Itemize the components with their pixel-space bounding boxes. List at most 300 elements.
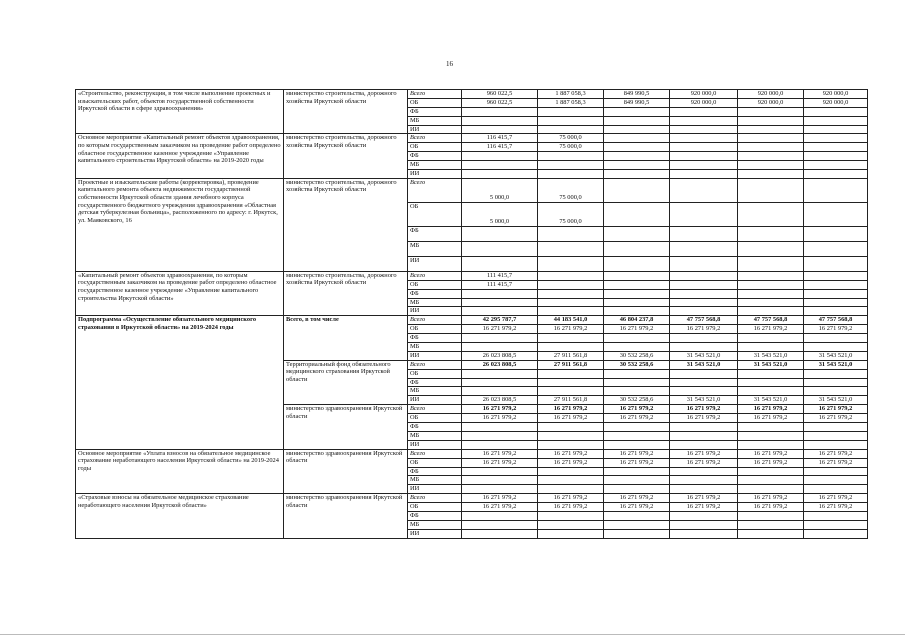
amount-cell xyxy=(604,431,670,440)
amount-cell: 30 532 258,6 xyxy=(604,351,670,360)
funding-source-cell: ОБ xyxy=(408,98,462,107)
amount-cell xyxy=(738,378,804,387)
amount-cell: 116 415,7 xyxy=(462,134,538,143)
amount-cell xyxy=(670,178,738,202)
funding-source-cell: ФБ xyxy=(408,423,462,432)
amount-cell xyxy=(604,476,670,485)
table-row xyxy=(76,134,868,143)
amount-cell xyxy=(804,387,868,396)
amount-cell xyxy=(538,152,604,161)
amount-cell xyxy=(804,307,868,316)
amount-cell: 31 543 521,0 xyxy=(670,351,738,360)
funding-source-cell: ФБ xyxy=(408,289,462,298)
amount-cell xyxy=(538,476,604,485)
amount-cell xyxy=(738,423,804,432)
amount-cell xyxy=(738,476,804,485)
amount-cell: 44 183 541,0 xyxy=(538,316,604,325)
amount-cell xyxy=(604,307,670,316)
amount-cell xyxy=(538,431,604,440)
funding-source-cell: МБ xyxy=(408,241,462,256)
amount-cell xyxy=(670,378,738,387)
funding-source-cell: ИИ xyxy=(408,440,462,449)
amount-cell: 16 271 979,2 xyxy=(604,494,670,503)
amount-cell xyxy=(670,256,738,271)
amount-cell xyxy=(670,307,738,316)
amount-cell xyxy=(538,369,604,378)
amount-cell: 111 415,7 xyxy=(462,271,538,280)
amount-cell xyxy=(804,476,868,485)
amount-cell xyxy=(738,152,804,161)
amount-cell: 16 271 979,2 xyxy=(670,494,738,503)
amount-cell xyxy=(462,369,538,378)
event-name-cell: Основное мероприятие «Капитальный ремонт объектов здравоохранения, по которым государственным заказчиком на проведение работ определено областное государственное казенное учреждение «Управление капитального строительства Иркутской области» на 2019-2020 годы xyxy=(76,134,284,178)
funding-source-cell: ИИ xyxy=(408,256,462,271)
amount-cell xyxy=(604,511,670,520)
amount-cell xyxy=(804,431,868,440)
amount-cell xyxy=(538,387,604,396)
amount-cell xyxy=(670,226,738,241)
amount-cell xyxy=(738,125,804,134)
funding-source-cell: ФБ xyxy=(408,226,462,241)
amount-cell xyxy=(538,520,604,529)
amount-cell: 1 887 058,3 xyxy=(538,90,604,99)
amount-cell xyxy=(738,116,804,125)
amount-cell xyxy=(538,271,604,280)
amount-cell: 31 543 521,0 xyxy=(738,351,804,360)
amount-cell: 16 271 979,2 xyxy=(670,449,738,458)
funding-source-cell: ИИ xyxy=(408,529,462,538)
amount-cell xyxy=(738,143,804,152)
page-number: 16 xyxy=(446,60,453,68)
amount-cell xyxy=(804,116,868,125)
amount-cell xyxy=(604,226,670,241)
amount-cell xyxy=(804,289,868,298)
executor-cell: Территориальный фонд обязательного медицинского страхования Иркутской области xyxy=(284,360,408,404)
amount-cell xyxy=(804,485,868,494)
amount-cell: 16 271 979,2 xyxy=(670,325,738,334)
amount-cell: 16 271 979,2 xyxy=(462,503,538,512)
funding-source-cell: Всего xyxy=(408,90,462,99)
amount-cell: 16 271 979,2 xyxy=(462,414,538,423)
funding-source-cell: ИИ xyxy=(408,396,462,405)
amount-cell xyxy=(670,170,738,179)
funding-source-cell: ОБ xyxy=(408,414,462,423)
amount-cell xyxy=(738,280,804,289)
amount-cell xyxy=(604,241,670,256)
amount-cell xyxy=(738,307,804,316)
event-name-cell: Проектные и изыскательские работы (корректировка), проведение капитального ремонта объекта недвижимости государственной собственности Иркутской области здания лечебного корпуса государственного бюджетного учреждения здравоохранения «Областная детская туберкулезная больница», расположенного по адресу: г. Иркутск, ул. Маяковского, 16 xyxy=(76,178,284,271)
executor-cell: министерство строительства, дорожного хозяйства Иркутской области xyxy=(284,90,408,134)
amount-cell xyxy=(604,369,670,378)
amount-cell: 30 532 258,6 xyxy=(604,360,670,369)
amount-cell xyxy=(738,107,804,116)
funding-source-cell: МБ xyxy=(408,476,462,485)
amount-cell xyxy=(538,280,604,289)
funding-source-cell: ИИ xyxy=(408,125,462,134)
amount-cell xyxy=(604,134,670,143)
amount-cell xyxy=(604,170,670,179)
amount-cell xyxy=(538,485,604,494)
amount-cell: 960 022,5 xyxy=(462,98,538,107)
amount-cell: 31 543 521,0 xyxy=(804,360,868,369)
amount-cell xyxy=(804,298,868,307)
amount-cell: 75 000,0 xyxy=(538,202,604,226)
amount-cell xyxy=(804,369,868,378)
table-row xyxy=(76,494,868,503)
funding-source-cell: ОБ xyxy=(408,325,462,334)
amount-cell xyxy=(804,529,868,538)
amount-cell xyxy=(670,143,738,152)
amount-cell xyxy=(738,343,804,352)
amount-cell xyxy=(604,271,670,280)
amount-cell xyxy=(804,280,868,289)
amount-cell: 31 543 521,0 xyxy=(670,396,738,405)
amount-cell xyxy=(804,256,868,271)
amount-cell xyxy=(670,529,738,538)
amount-cell xyxy=(604,152,670,161)
funding-source-cell: МБ xyxy=(408,343,462,352)
amount-cell xyxy=(738,241,804,256)
amount-cell xyxy=(804,170,868,179)
amount-cell xyxy=(804,511,868,520)
amount-cell: 16 271 979,2 xyxy=(538,405,604,414)
amount-cell xyxy=(538,241,604,256)
amount-cell xyxy=(462,226,538,241)
amount-cell: 16 271 979,2 xyxy=(538,458,604,467)
amount-cell xyxy=(670,280,738,289)
funding-source-cell: ОБ xyxy=(408,202,462,226)
amount-cell xyxy=(462,107,538,116)
funding-source-cell: ИИ xyxy=(408,307,462,316)
amount-cell xyxy=(538,116,604,125)
amount-cell xyxy=(604,423,670,432)
amount-cell: 16 271 979,2 xyxy=(462,494,538,503)
amount-cell xyxy=(738,529,804,538)
amount-cell: 16 271 979,2 xyxy=(604,503,670,512)
amount-cell: 5 000,0 xyxy=(462,202,538,226)
amount-cell xyxy=(670,289,738,298)
table-row xyxy=(76,316,868,325)
amount-cell xyxy=(462,241,538,256)
event-name-cell: Основное мероприятие «Уплата взносов на обязательное медицинское страхование неработающего населения Иркутской области» на 2019-2024 годы xyxy=(76,449,284,493)
executor-cell: министерство строительства, дорожного хозяйства Иркутской области xyxy=(284,178,408,271)
table-body xyxy=(76,90,868,539)
amount-cell xyxy=(538,170,604,179)
funding-source-cell: ИИ xyxy=(408,351,462,360)
amount-cell xyxy=(462,289,538,298)
amount-cell xyxy=(462,256,538,271)
amount-cell xyxy=(738,256,804,271)
amount-cell xyxy=(670,387,738,396)
amount-cell xyxy=(804,467,868,476)
amount-cell xyxy=(670,467,738,476)
amount-cell: 31 543 521,0 xyxy=(670,360,738,369)
amount-cell xyxy=(738,520,804,529)
amount-cell xyxy=(604,107,670,116)
amount-cell xyxy=(462,298,538,307)
funding-source-cell: Всего xyxy=(408,360,462,369)
amount-cell: 920 000,0 xyxy=(738,98,804,107)
amount-cell xyxy=(538,334,604,343)
amount-cell xyxy=(670,423,738,432)
amount-cell xyxy=(804,423,868,432)
amount-cell xyxy=(462,485,538,494)
amount-cell xyxy=(604,343,670,352)
amount-cell: 16 271 979,2 xyxy=(804,414,868,423)
amount-cell xyxy=(670,161,738,170)
amount-cell xyxy=(538,226,604,241)
amount-cell: 16 271 979,2 xyxy=(738,494,804,503)
funding-source-cell: ФБ xyxy=(408,334,462,343)
amount-cell: 16 271 979,2 xyxy=(804,325,868,334)
amount-cell: 16 271 979,2 xyxy=(804,405,868,414)
amount-cell: 16 271 979,2 xyxy=(538,503,604,512)
amount-cell xyxy=(670,298,738,307)
amount-cell xyxy=(462,125,538,134)
amount-cell: 75 000,0 xyxy=(538,134,604,143)
funding-source-cell: Всего xyxy=(408,178,462,202)
amount-cell xyxy=(738,178,804,202)
amount-cell: 47 757 568,8 xyxy=(670,316,738,325)
amount-cell xyxy=(462,529,538,538)
amount-cell xyxy=(738,271,804,280)
amount-cell: 30 532 258,6 xyxy=(604,396,670,405)
amount-cell xyxy=(738,202,804,226)
amount-cell xyxy=(738,440,804,449)
amount-cell: 26 023 808,5 xyxy=(462,351,538,360)
amount-cell: 920 000,0 xyxy=(804,90,868,99)
amount-cell: 27 911 561,8 xyxy=(538,351,604,360)
amount-cell: 27 911 561,8 xyxy=(538,396,604,405)
funding-source-cell: ОБ xyxy=(408,458,462,467)
amount-cell xyxy=(670,485,738,494)
amount-cell xyxy=(538,511,604,520)
executor-cell: министерство здравоохранения Иркутской области xyxy=(284,449,408,493)
amount-cell: 920 000,0 xyxy=(738,90,804,99)
amount-cell: 16 271 979,2 xyxy=(738,414,804,423)
amount-cell xyxy=(670,440,738,449)
amount-cell xyxy=(462,467,538,476)
amount-cell: 26 023 808,5 xyxy=(462,360,538,369)
amount-cell xyxy=(462,307,538,316)
amount-cell xyxy=(804,143,868,152)
executor-cell: министерство строительства, дорожного хозяйства Иркутской области xyxy=(284,134,408,178)
amount-cell xyxy=(804,241,868,256)
amount-cell: 75 000,0 xyxy=(538,178,604,202)
funding-source-cell: Всего xyxy=(408,271,462,280)
amount-cell xyxy=(670,107,738,116)
amount-cell: 16 271 979,2 xyxy=(538,449,604,458)
amount-cell xyxy=(738,485,804,494)
amount-cell: 16 271 979,2 xyxy=(804,494,868,503)
amount-cell xyxy=(670,511,738,520)
funding-source-cell: ФБ xyxy=(408,467,462,476)
amount-cell xyxy=(670,271,738,280)
amount-cell: 16 271 979,2 xyxy=(604,449,670,458)
amount-cell xyxy=(462,378,538,387)
amount-cell xyxy=(804,134,868,143)
amount-cell xyxy=(604,378,670,387)
funding-source-cell: МБ xyxy=(408,298,462,307)
amount-cell xyxy=(670,343,738,352)
amount-cell: 920 000,0 xyxy=(804,98,868,107)
amount-cell: 16 271 979,2 xyxy=(604,414,670,423)
amount-cell xyxy=(738,289,804,298)
amount-cell xyxy=(670,152,738,161)
amount-cell: 31 543 521,0 xyxy=(804,351,868,360)
funding-source-cell: МБ xyxy=(408,387,462,396)
amount-cell: 75 000,0 xyxy=(538,143,604,152)
amount-cell: 111 415,7 xyxy=(462,280,538,289)
amount-cell xyxy=(804,271,868,280)
amount-cell xyxy=(804,107,868,116)
amount-cell xyxy=(604,116,670,125)
executor-cell: Всего, в том числе xyxy=(284,316,408,360)
amount-cell: 16 271 979,2 xyxy=(670,503,738,512)
amount-cell xyxy=(538,125,604,134)
funding-source-cell: Всего xyxy=(408,134,462,143)
amount-cell: 920 000,0 xyxy=(670,90,738,99)
amount-cell xyxy=(538,440,604,449)
budget-table xyxy=(75,89,868,539)
amount-cell: 16 271 979,2 xyxy=(538,325,604,334)
amount-cell xyxy=(738,170,804,179)
amount-cell xyxy=(670,202,738,226)
amount-cell xyxy=(462,116,538,125)
amount-cell: 920 000,0 xyxy=(670,98,738,107)
amount-cell xyxy=(738,467,804,476)
funding-source-cell: ОБ xyxy=(408,503,462,512)
amount-cell xyxy=(538,529,604,538)
amount-cell xyxy=(462,431,538,440)
amount-cell xyxy=(462,511,538,520)
table-row xyxy=(76,90,868,99)
amount-cell xyxy=(538,378,604,387)
amount-cell xyxy=(538,423,604,432)
amount-cell: 16 271 979,2 xyxy=(538,494,604,503)
executor-cell: министерство здравоохранения Иркутской области xyxy=(284,405,408,449)
amount-cell: 26 023 808,5 xyxy=(462,396,538,405)
table-row xyxy=(76,178,868,202)
amount-cell: 16 271 979,2 xyxy=(738,449,804,458)
amount-cell: 47 757 568,8 xyxy=(738,316,804,325)
amount-cell xyxy=(670,476,738,485)
amount-cell: 1 887 058,3 xyxy=(538,98,604,107)
amount-cell: 16 271 979,2 xyxy=(538,414,604,423)
amount-cell xyxy=(738,161,804,170)
amount-cell: 849 990,5 xyxy=(604,90,670,99)
amount-cell xyxy=(738,134,804,143)
amount-cell: 46 804 237,8 xyxy=(604,316,670,325)
amount-cell xyxy=(538,343,604,352)
amount-cell: 16 271 979,2 xyxy=(670,405,738,414)
amount-cell: 16 271 979,2 xyxy=(738,503,804,512)
amount-cell xyxy=(670,520,738,529)
amount-cell xyxy=(462,423,538,432)
amount-cell xyxy=(670,125,738,134)
amount-cell xyxy=(738,226,804,241)
funding-source-cell: МБ xyxy=(408,431,462,440)
amount-cell xyxy=(804,178,868,202)
amount-cell xyxy=(604,256,670,271)
amount-cell xyxy=(804,226,868,241)
amount-cell xyxy=(670,334,738,343)
amount-cell xyxy=(738,431,804,440)
amount-cell: 16 271 979,2 xyxy=(804,458,868,467)
amount-cell xyxy=(670,134,738,143)
amount-cell xyxy=(538,307,604,316)
amount-cell: 16 271 979,2 xyxy=(604,325,670,334)
amount-cell xyxy=(462,476,538,485)
funding-source-cell: ОБ xyxy=(408,280,462,289)
amount-cell xyxy=(804,343,868,352)
amount-cell xyxy=(804,440,868,449)
amount-cell xyxy=(804,152,868,161)
executor-cell: министерство здравоохранения Иркутской области xyxy=(284,494,408,538)
funding-source-cell: МБ xyxy=(408,161,462,170)
amount-cell xyxy=(670,116,738,125)
amount-cell xyxy=(538,289,604,298)
amount-cell xyxy=(538,298,604,307)
amount-cell xyxy=(738,334,804,343)
amount-cell xyxy=(670,369,738,378)
amount-cell xyxy=(604,178,670,202)
amount-cell xyxy=(738,387,804,396)
amount-cell: 16 271 979,2 xyxy=(604,458,670,467)
amount-cell xyxy=(604,467,670,476)
amount-cell xyxy=(604,440,670,449)
amount-cell: 16 271 979,2 xyxy=(804,449,868,458)
amount-cell: 849 990,5 xyxy=(604,98,670,107)
amount-cell xyxy=(670,241,738,256)
executor-cell: министерство строительства, дорожного хозяйства Иркутской области xyxy=(284,271,408,315)
amount-cell: 16 271 979,2 xyxy=(604,405,670,414)
table-row xyxy=(76,449,868,458)
amount-cell: 31 543 521,0 xyxy=(804,396,868,405)
amount-cell xyxy=(804,334,868,343)
amount-cell: 16 271 979,2 xyxy=(670,414,738,423)
amount-cell: 960 022,5 xyxy=(462,90,538,99)
amount-cell: 47 757 568,8 xyxy=(804,316,868,325)
amount-cell xyxy=(604,520,670,529)
amount-cell: 16 271 979,2 xyxy=(462,325,538,334)
amount-cell xyxy=(804,125,868,134)
amount-cell xyxy=(538,256,604,271)
amount-cell xyxy=(604,280,670,289)
amount-cell xyxy=(604,202,670,226)
amount-cell xyxy=(604,334,670,343)
funding-source-cell: ФБ xyxy=(408,107,462,116)
funding-source-cell: Всего xyxy=(408,316,462,325)
amount-cell xyxy=(462,152,538,161)
amount-cell xyxy=(604,289,670,298)
event-name-cell: Подпрограмма «Осуществление обязательного медицинского страхования в Иркутской области» на 2019-2024 годы xyxy=(76,316,284,449)
amount-cell xyxy=(738,511,804,520)
funding-source-cell: МБ xyxy=(408,520,462,529)
event-name-cell: «Капитальный ремонт объектов здравоохранения, по которым государственным заказчиком на проведение работ определено областное государственное казенное учреждение «Управление капитального строительства Иркутской области» xyxy=(76,271,284,315)
amount-cell: 16 271 979,2 xyxy=(670,458,738,467)
amount-cell xyxy=(804,520,868,529)
amount-cell: 5 000,0 xyxy=(462,178,538,202)
amount-cell xyxy=(604,125,670,134)
amount-cell: 16 271 979,2 xyxy=(462,449,538,458)
amount-cell: 31 543 521,0 xyxy=(738,360,804,369)
amount-cell: 42 295 787,7 xyxy=(462,316,538,325)
amount-cell xyxy=(462,161,538,170)
funding-source-cell: ФБ xyxy=(408,511,462,520)
amount-cell: 16 271 979,2 xyxy=(462,458,538,467)
funding-source-cell: Всего xyxy=(408,449,462,458)
